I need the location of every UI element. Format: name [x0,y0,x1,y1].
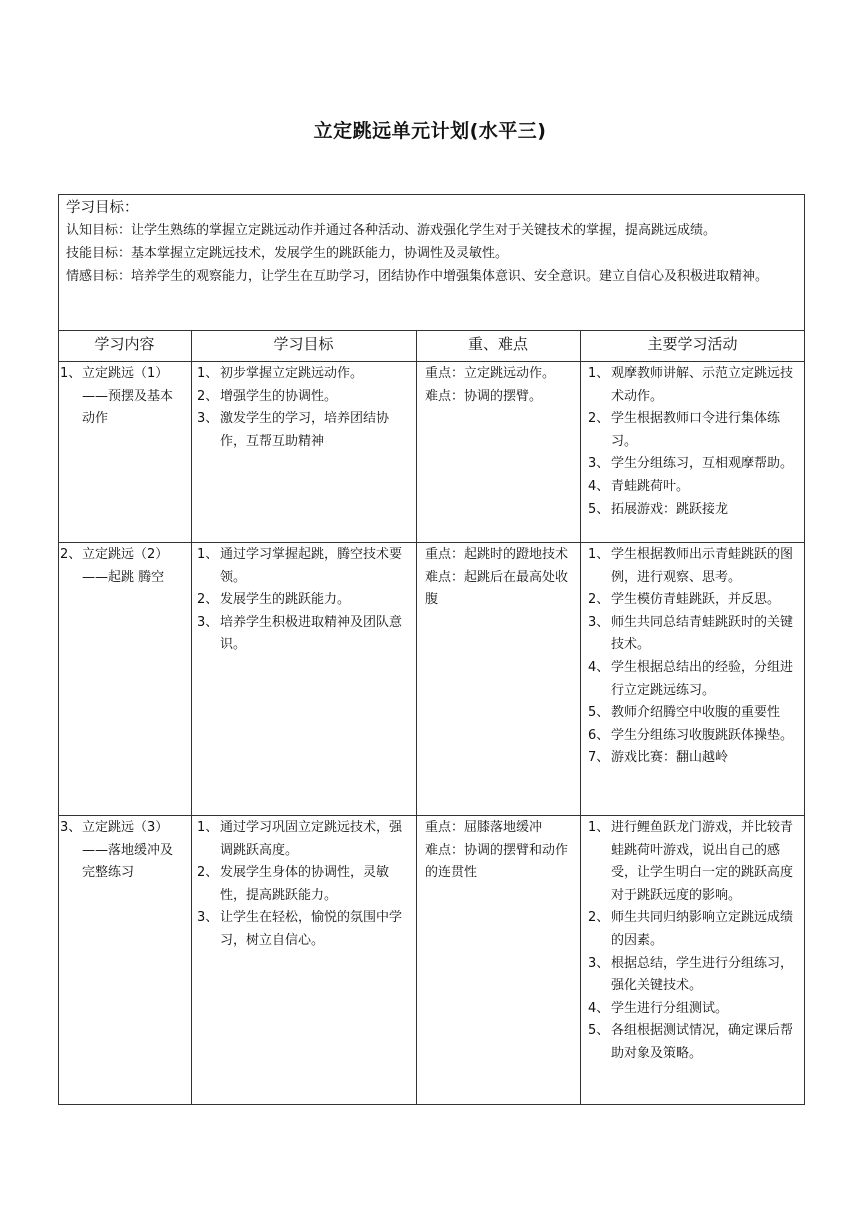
affective-objective: 情感目标：培养学生的观察能力，让学生在互助学习，团结协作中增强集体意识、安全意识。建立自信心及积极进取精神。 [66,269,769,284]
list-item: 4、 学生根据总结出的经验，分组进行立定跳远练习。 [588,659,794,698]
cognitive-objective: 认知目标：让学生熟练的掌握立定跳远动作并通过各种活动、游戏强化学生对于关键技术的掌握，提高跳远成绩。 [66,223,717,238]
row3-goals [193,817,413,953]
row1-keypoints [420,363,578,408]
row2-content-text: 立定跳远（2）——起跳 腾空 [82,547,169,585]
row1-content-num: 1、 [60,366,82,381]
row3-activities [584,817,802,1066]
key-point: 重点：屈膝落地缓冲 [425,820,543,835]
header-goals: 学习目标 [273,335,334,353]
key-point: 重点：立定跳远动作。 [425,366,556,381]
list-item: 2、 师生共同归纳影响立定跳远成绩的因素。 [588,910,794,948]
list-item: 1、 观摩教师讲解、示范立定跳远技术动作。 [588,366,794,404]
row2-keypoints [420,544,578,612]
learning-objectives [58,194,805,330]
difficulty: 难点：起跳后在最高处收腹 [425,569,569,608]
list-item: 1、 通过学习巩固立定跳远技术，强调跳跃高度。 [197,820,403,858]
list-item: 2、 学生模仿青蛙跳跃，并反思。 [588,592,781,608]
key-point: 重点：起跳时的蹬地技术 [425,547,569,562]
list-item: 3、 激发学生的学习，培养团结协作，互帮互助精神 [197,411,390,449]
header-keypoints: 重、难点 [467,335,528,353]
list-item: 5、 各组根据测试情况，确定课后帮助对象及策略。 [588,1023,794,1061]
row2-content [58,544,191,589]
row3-content-text: 立定跳远（3）——落地缓冲及完整练习 [82,820,174,881]
list-item: 3、 学生分组练习，互相观摩帮助。 [588,456,794,472]
difficulty: 难点：协调的摆臂。 [425,388,543,404]
divider [58,542,805,543]
row2-activities [584,544,802,770]
divider [416,330,417,1105]
list-item: 5、 拓展游戏：跳跃接龙 [588,501,729,517]
list-item: 1、 初步掌握立定跳远动作。 [197,366,364,381]
list-item: 1、 进行鲤鱼跃龙门游戏，并比较青蛙跳荷叶游戏，说出自己的感受，让学生明白一定的跳跃高度对于跳跃远度的影响。 [588,820,794,903]
header-activities: 主要学习活动 [647,335,738,353]
divider [580,330,581,1105]
list-item: 5、 教师介绍腾空中收腹的重要性 [588,705,781,721]
row3-content [58,817,191,885]
list-item: 3、 根据总结，学生进行分组练习，强化关键技术。 [588,955,794,994]
skill-objective: 技能目标：基本掌握立定跳远技术，发展学生的跳跃能力，协调性及灵敏性。 [66,246,509,261]
row1-content-text: 立定跳远（1）——预摆及基本动作 [82,366,174,427]
difficulty: 难点：协调的摆臂和动作的连贯性 [425,842,569,881]
objectives-heading: 学习目标： [66,200,139,216]
row2-content-num: 2、 [60,547,82,562]
list-item: 1、 通过学习掌握起跳，腾空技术要领。 [197,547,403,585]
page-title: 立定跳远单元计划(水平三) [313,120,547,142]
row1-goals [193,363,413,453]
row3-keypoints [420,817,578,885]
list-item: 3、 师生共同总结青蛙跳跃时的关键技术。 [588,614,794,653]
divider [191,330,192,1105]
list-item: 2、 发展学生的跳跃能力。 [197,592,351,608]
list-item: 4、 青蛙跳荷叶。 [588,478,690,494]
list-item: 3、 让学生在轻松，愉悦的氛围中学习，树立自信心。 [197,910,403,948]
header-content: 学习内容 [94,335,155,353]
list-item: 2、 学生根据教师口令进行集体练习。 [588,411,781,449]
row1-activities [584,363,802,521]
list-item: 1、 学生根据教师出示青蛙跳跃的图例，进行观察、思考。 [588,547,794,585]
list-item: 3、 培养学生积极进取精神及团队意识。 [197,614,403,653]
list-item: 4、 学生进行分组测试。 [588,1000,729,1016]
row2-goals [193,544,413,657]
list-item: 6、 学生分组练习收腹跳跃体操垫。 [588,727,794,743]
list-item: 2、 增强学生的协调性。 [197,388,338,404]
row1-content [58,363,191,431]
divider [58,815,805,816]
row3-content-num: 3、 [60,820,82,835]
list-item: 7、 游戏比赛：翻山越岭 [588,750,729,766]
divider [58,361,805,362]
list-item: 2、 发展学生身体的协调性，灵敏性，提高跳跃能力。 [197,865,390,903]
